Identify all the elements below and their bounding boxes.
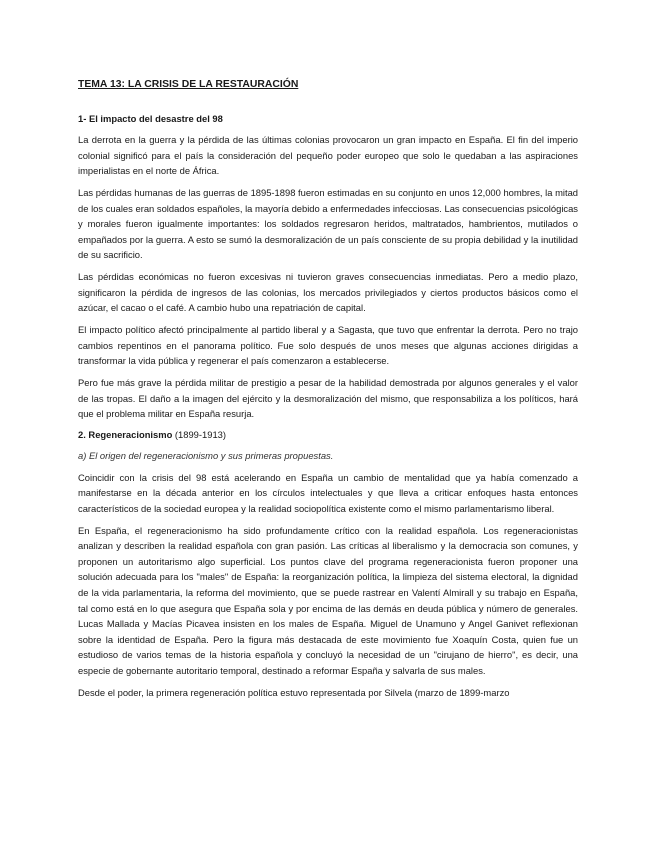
paragraph: Pero fue más grave la pérdida militar de prestigio a pesar de la habilidad demostrada por algunos generales y el valor de las tropas. El daño a la imagen del ejército y la desmoralización del mismo, que responsabiliza a los políticos, hará que el problema militar en España resurja. [78, 377, 578, 420]
section-1-heading: 1- El impacto del desastre del 98 [78, 113, 223, 124]
paragraph: En España, el regeneracionismo ha sido profundamente crítico con la realidad española. Los regeneracionistas analizan y describen la realidad española con gran pasión. Las críticas al liberalismo y la democracia son comunes, y proponen un autoritarismo algo superficial. Los puntos clave del programa regeneracionista fueron proponer una solución adecuada para los "males" de España: la reorganización política, la limpieza del sistema electoral, la dignidad de la vida parlamentaria, la reforma del movimiento, que se puede rastrear en Valentí Almirall y su trabajo en España, tal como está en lo que asegura que España sola y por encima de las demás en deuda pública y número de generales. Lucas Mallada y Macías Picavea insisten en los males de España. Miguel de Unamuno y Angel Ganivet reflexionan sobre la identidad de España. Pero la figura más destacada de este movimiento fue Xoaquín Costa, quien fue un estudioso de varios temas de la historia española y concluyó la necesidad de un "cirujano de hierro", es decir, una especie de gobernante autoritario temporal, destinado a reformar España y salvarla de sus males. [78, 524, 578, 676]
section-2-heading-years: (1899-1913) [172, 429, 226, 441]
paragraph: Desde el poder, la primera regeneración política estuvo representada por Silvela (marzo de 1899-marzo [78, 686, 510, 698]
paragraph: Las pérdidas humanas de las guerras de 1895-1898 fueron estimadas en su conjunto en unos 12,000 hombres, la mitad de los cuales eran soldados españoles, la mayoría debido a enfermedades infecciosas. Las consecuencias psicológicas y morales fueron igualmente importantes: los soldados regresaron heridos, maltratados, hambrientos, mutilados o empañados por la guerra. A esto se sumó la desmoralización de un país consciente de su propia debilidad y la inutilidad de su sacrificio. [78, 186, 578, 261]
paragraph: Coincidir con la crisis del 98 está acelerando en España un cambio de mentalidad que ya había comenzado a manifestarse en la década anterior en los círculos intelectuales y que lleva a criticar enfoques hasta entonces característicos de la sociedad europea y la realidad sociopolítica existente como el mismo parlamentarismo liberal. [78, 471, 578, 514]
document-page [78, 78, 578, 707]
paragraph: La derrota en la guerra y la pérdida de las últimas colonias provocaron un gran impacto en España. El fin del imperio colonial significó para el país la consideración del pequeño poder europeo que solo le quedaban a las aspiraciones imperialistas en el norte de África. [78, 134, 578, 177]
section-2-heading-title: 2. Regeneracionismo [78, 429, 173, 441]
section-2-subheading: a) El origen del regeneracionismo y sus primeras propuestas. [78, 450, 334, 462]
document-title: TEMA 13: LA CRISIS DE LA RESTAURACIÓN [78, 79, 299, 90]
paragraph: Las pérdidas económicas no fueron excesivas ni tuvieron graves consecuencias inmediatas. Pero a medio plazo, significaron la pérdida de ingresos de las colonias, los mercados privilegiados y ciertos productos básicos como el azúcar, el cacao o el café. A cambio hubo una repatriación de capital. [78, 271, 578, 314]
paragraph: El impacto político afectó principalmente al partido liberal y a Sagasta, que tuvo que enfrentar la derrota. Pero no trajo cambios repentinos en el panorama político. Fue solo después de unos meses que algunas acciones dirigidas a transformar la vida pública y regenerar el país comenzaron a establecerse. [78, 324, 578, 367]
section-2-heading [78, 428, 578, 442]
